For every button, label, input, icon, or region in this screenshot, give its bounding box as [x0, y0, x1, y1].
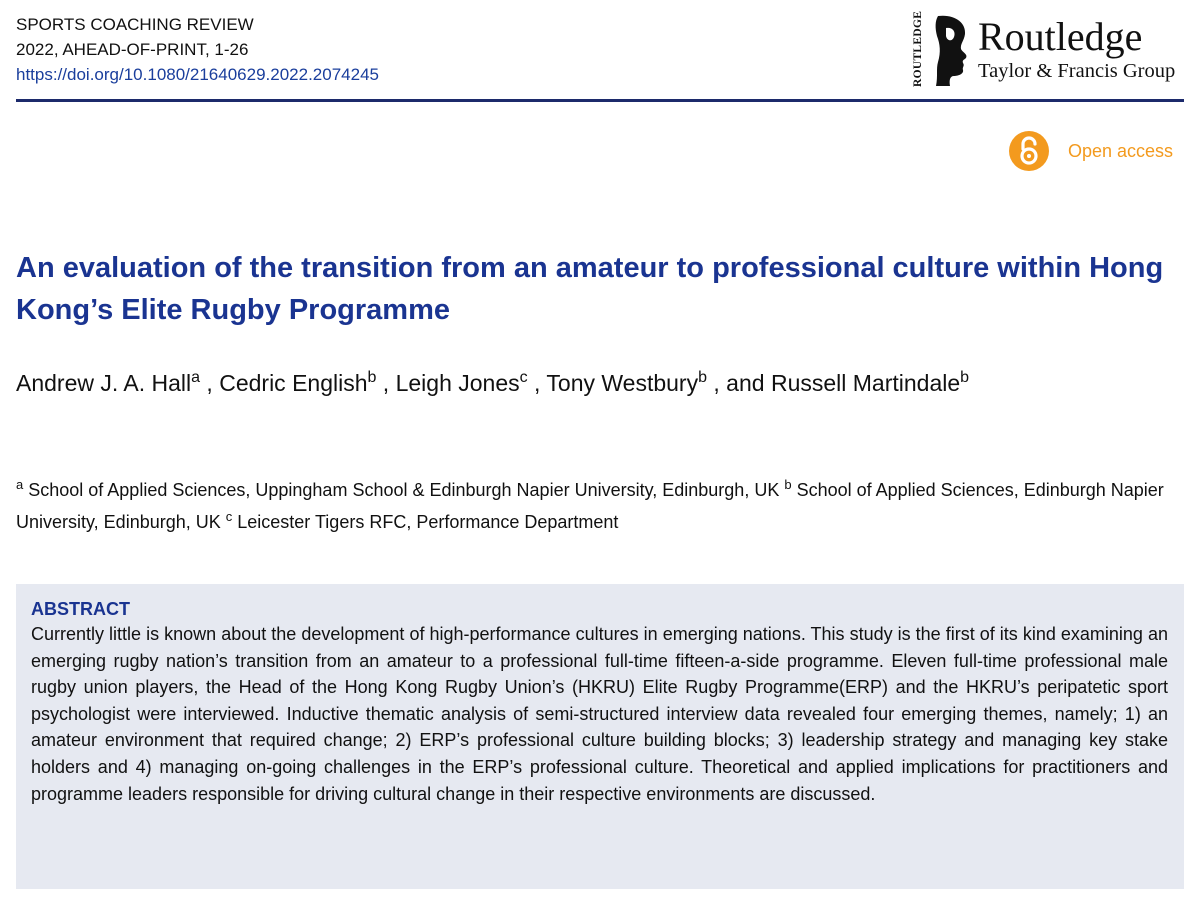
- header-divider: [16, 99, 1184, 102]
- author-separator: ,: [376, 370, 396, 396]
- publisher-vertical-text: ROUTLEDGE: [912, 10, 924, 87]
- routledge-profile-icon: [932, 14, 972, 88]
- affiliation-key: c: [225, 509, 233, 524]
- publisher-logo: [912, 12, 1187, 90]
- affiliation-key: a: [16, 477, 24, 492]
- publisher-group: Taylor & Francis Group: [978, 60, 1176, 82]
- doi-link[interactable]: https://doi.org/10.1080/21640629.2022.2074245: [16, 65, 379, 84]
- author-affiliation-marker: a: [191, 369, 201, 386]
- journal-header: [16, 12, 379, 87]
- journal-issue: 2022, AHEAD-OF-PRINT, 1-26: [16, 40, 249, 59]
- author-affiliation-marker: b: [367, 369, 377, 386]
- author-list: [16, 363, 1166, 404]
- author-separator: ,: [200, 370, 220, 396]
- abstract-panel: [16, 584, 1184, 889]
- affiliation-text: School of Applied Sciences, Edinburgh Napier University, Edinburgh, UK: [16, 480, 1164, 532]
- publisher-name: Routledge: [978, 14, 1143, 59]
- abstract-heading: ABSTRACT: [31, 599, 130, 619]
- journal-name: SPORTS COACHING REVIEW: [16, 15, 254, 34]
- author-affiliation-marker: b: [698, 369, 708, 386]
- author-separator: ,: [527, 370, 547, 396]
- affiliation-text: School of Applied Sciences, Uppingham School & Edinburgh Napier University, Edinburgh, UK: [23, 480, 785, 500]
- author-name[interactable]: Leigh Jones: [395, 370, 520, 396]
- author-name[interactable]: Cedric English: [219, 370, 368, 396]
- author-affiliation-marker: b: [960, 369, 970, 386]
- article-title: An evaluation of the transition from an amateur to professional culture within Hong Kong’s Elite Rugby Programme: [16, 252, 1164, 326]
- affiliations: [16, 474, 1176, 538]
- open-lock-icon: [1009, 131, 1049, 171]
- author-name[interactable]: Tony Westbury: [546, 370, 699, 396]
- affiliation-text: Leicester Tigers RFC, Performance Department: [232, 512, 619, 532]
- abstract-text: Currently little is known about the development of high-performance cultures in emerging nations. This study is the first of its kind examining an emerging rugby nation’s transition from an amateur to a professional full-time fifteen-a-side programme. Eleven full-time professional male rugby union players, the Head of the Hong Kong Rugby Union’s (HKRU) Elite Rugby Programme(ERP) and the HKRU’s peripatetic sport psychologist were interviewed. Inductive thematic analysis of semi-structured interview data revealed four emerging themes, namely; 1) an amateur environment that required change; 2) ERP’s professional culture building blocks; 3) leadership strategy and managing key stake holders and 4) managing on-going challenges in the ERP’s professional culture. Theoretical and applied implications for practitioners and programme leaders responsible for driving cultural change in their respective environments are discussed.: [31, 624, 1168, 804]
- affiliation-key: b: [784, 477, 792, 492]
- author-name[interactable]: Russell Martindale: [770, 370, 961, 396]
- author-affiliation-marker: c: [519, 369, 528, 386]
- author-separator: , and: [707, 370, 771, 396]
- open-access-badge: [1009, 131, 1173, 171]
- author-name[interactable]: Andrew J. A. Hall: [16, 370, 192, 396]
- open-access-label: Open access: [1068, 140, 1174, 161]
